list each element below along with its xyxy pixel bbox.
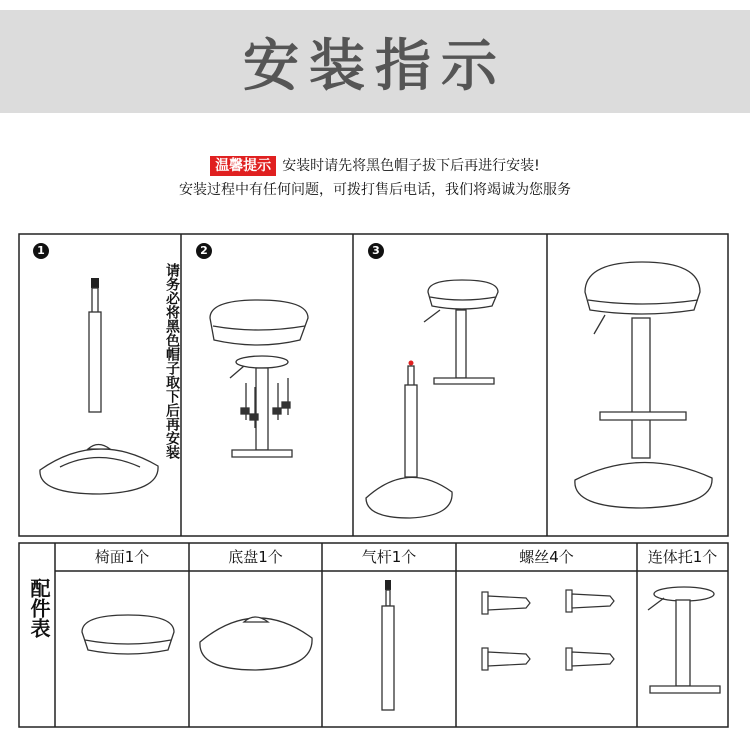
part-gas-lift-image bbox=[382, 580, 394, 710]
part-base-image bbox=[200, 617, 312, 670]
parts-list-label: 配件表 bbox=[27, 578, 51, 638]
part-seat-image bbox=[82, 615, 174, 654]
part-screws-image bbox=[482, 590, 614, 670]
step4-illustration bbox=[575, 262, 712, 508]
part-header-screws: 螺丝4个 bbox=[519, 548, 574, 566]
step2-illustration bbox=[210, 300, 308, 457]
part-header-base: 底盘1个 bbox=[228, 548, 283, 566]
step-3-number: 3 bbox=[368, 243, 384, 259]
part-header-connector: 连体托1个 bbox=[647, 548, 718, 566]
notice-line-2: 安装过程中有任何问题，可拨打售后电话，我们将竭诚为您服务 bbox=[179, 182, 571, 198]
page-title: 安装指示 bbox=[243, 33, 507, 99]
part-header-gas-lift: 气杆1个 bbox=[361, 548, 417, 566]
notice-text-1: 安装时请先将黑色帽子拔下后再进行安装! bbox=[282, 158, 540, 174]
part-connector-image bbox=[648, 587, 720, 693]
step-1-number: 1 bbox=[33, 243, 49, 259]
part-header-seat: 椅面1个 bbox=[94, 548, 150, 566]
step3-illustration bbox=[366, 280, 498, 518]
notice-badge: 温馨提示 bbox=[210, 156, 276, 176]
step1-illustration bbox=[40, 278, 158, 494]
step-2-number: 2 bbox=[196, 243, 212, 259]
step-1-note: 请务必将黑色帽子取下后再安装 bbox=[164, 263, 180, 459]
